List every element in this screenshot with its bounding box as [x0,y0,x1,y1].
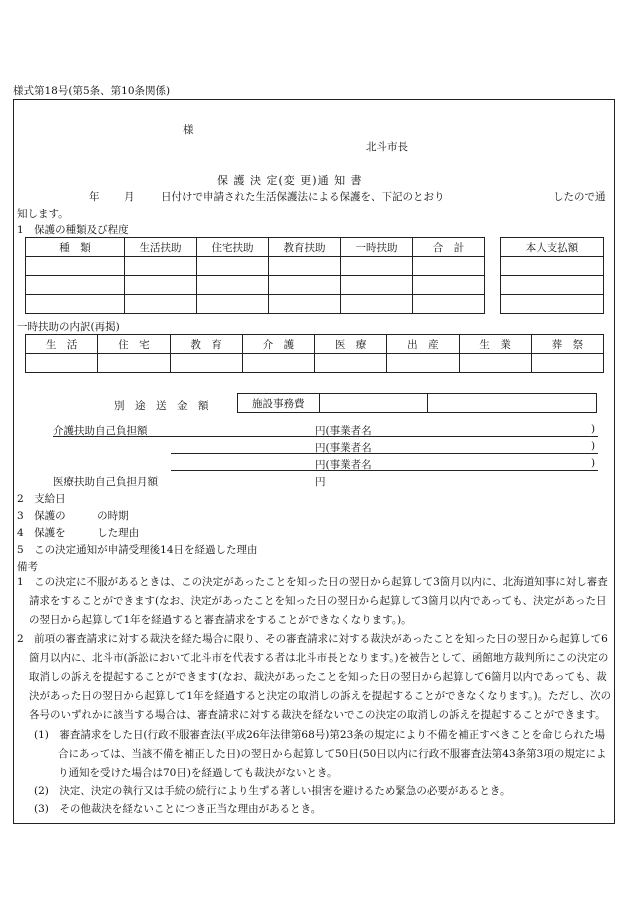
header-temporary: 一時扶助 [341,238,413,257]
medical-copay-label: 医療扶助自己負担月額 [53,476,158,488]
item-reason: 4 保護を した理由 [17,527,140,539]
header-funeral: 葬 祭 [531,335,603,354]
separate-remittance-table [237,393,597,413]
intro-month: 月 [124,191,135,203]
header-living: 生 活 [26,335,98,354]
protection-table [25,237,485,314]
temp-breakdown-table [25,334,604,373]
note-2: 2 前項の審査請求に対する裁決を経た場合に限り、その審査請求に対する裁決があったことを知った日の翌日から起算して6箇月以内に、北斗市(訴訟において北斗市を代表する者は北斗市長となります。)を被告として、函館地方裁判所にこの決定の取消しの訴えを提起することができます(なお、裁決があったことを知った日の翌日から起算して6箇月以内であっても、裁決があった日の翌日から起算して1年を経過すると決定の取消しの訴えを提起することができなくなります。)。ただし、次の各号のいずれかに該当する場合は、審査請求に対する裁決を経ないでこの決定の取消しの訴えを提起することができます。 [17,633,612,721]
table-row [501,257,604,276]
header-medical: 医 療 [315,335,387,354]
header-housing: 住宅扶助 [197,238,269,257]
care-yen-1: 円(事業者名 [315,425,372,437]
care-close-3: ) [591,457,596,469]
issuer: 北斗市長 [366,141,408,153]
table-row [501,276,604,295]
item-timing: 3 保護の の時期 [17,510,129,522]
form-id: 様式第18号(第5条、第10条関係) [13,85,171,97]
doc-title: 保 護 決 定(変 更)通 知 書 [217,174,363,187]
header-occupation: 生 業 [459,335,531,354]
sub-item-3: (3) その他裁決を経ないことにつき正当な理由があるとき。 [34,803,322,815]
underline [171,470,598,471]
table-row [26,257,485,276]
sub-item-2: (2) 決定、決定の執行又は手続の続行により生ずる著しい損害を避けるため緊急の必要があるとき。 [34,785,511,797]
intro-tail: したので通 [553,191,606,203]
underline [171,453,598,454]
header-type: 種 類 [26,238,125,257]
section1-title: 1 保護の種類及び程度 [17,224,129,236]
intro-year: 年 [89,191,100,203]
addressee-suffix: 様 [183,124,194,136]
self-pay-table [500,237,604,314]
header-education: 教 育 [170,335,242,354]
medical-yen: 円 [315,476,326,488]
care-close-2: ) [591,440,596,452]
header-living: 生活扶助 [125,238,197,257]
header-housing: 住 宅 [98,335,170,354]
table-row [26,276,485,295]
care-yen-2: 円(事業者名 [315,442,372,454]
table-row [501,295,604,314]
care-copay-label: 介護扶助自己負担額 [53,425,148,437]
care-close-1: ) [591,423,596,435]
header-care: 介 護 [242,335,314,354]
intro-text: 日付けで申請された生活保護法による保護を、下記のとおり [161,191,445,203]
facility-fee-label: 施設事務費 [238,394,320,413]
header-education: 教育扶助 [269,238,341,257]
care-yen-3: 円(事業者名 [315,459,372,471]
sub-item-1: (1) 審査請求をした日(行政不服審査法(平成26年法律第68号)第23条の規定により不備を補正すべきことを命じられた場合にあっては、当該不備を補正した日)の翌日から起算して50日(50日以内に行政不服審査法第43条第3項の規定により通知を受けた場合は70日)を経過しても裁決がないとき。 [34,729,607,779]
header-total: 合 計 [413,238,485,257]
table-row [26,295,485,314]
separate-remittance-label: 別 途 送 金 額 [114,400,209,412]
item-payment-date: 2 支給日 [17,493,66,505]
header-childbirth: 出 産 [387,335,459,354]
notes-title: 備考 [17,561,38,573]
intro-line2: 知します。 [17,208,69,220]
temp-breakdown-title: 一時扶助の内訳(再掲) [17,321,120,333]
item-delay-reason: 5 この決定通知が申請受理後14日を経過した理由 [17,544,258,556]
note-1: 1 この決定に不服があるときは、この決定があったことを知った日の翌日から起算して3箇月以内に、北海道知事に対し審査請求をすることができます(なお、決定があったことを知った日の翌日から起算して3箇月以内であっても、決定があった日の翌日から起算して1年を経過すると審査請求をすることができなくなります。)。 [17,576,608,626]
header-self-pay: 本人支払額 [501,238,604,257]
table-row [26,354,604,373]
